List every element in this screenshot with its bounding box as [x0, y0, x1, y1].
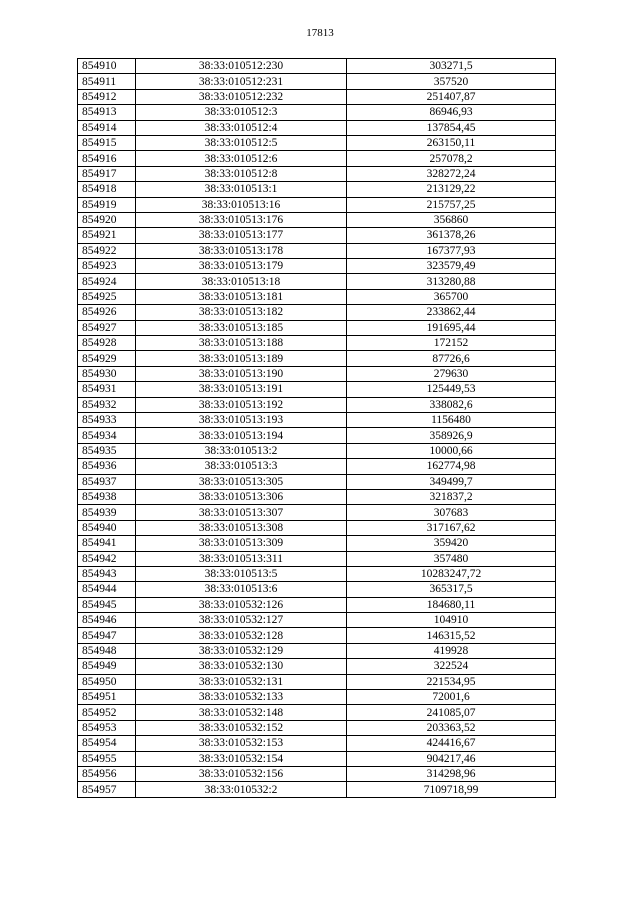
table-row: [78, 89, 556, 104]
table-row: [78, 659, 556, 674]
row-number-cell: 854957: [78, 782, 136, 797]
row-number-cell: 854954: [78, 736, 136, 751]
table-row: [78, 428, 556, 443]
table-row: [78, 474, 556, 489]
cadastral-value-cell: 904217,46: [347, 751, 556, 766]
cadastral-number-cell: 38:33:010513:305: [136, 474, 347, 489]
table-row: [78, 243, 556, 258]
table-row: [78, 705, 556, 720]
row-number-cell: 854913: [78, 105, 136, 120]
cadastral-number-cell: 38:33:010513:308: [136, 520, 347, 535]
row-number-cell: 854910: [78, 59, 136, 74]
cadastral-number-cell: 38:33:010513:182: [136, 305, 347, 320]
row-number-cell: 854912: [78, 89, 136, 104]
cadastral-number-cell: 38:33:010513:185: [136, 320, 347, 335]
cadastral-number-cell: 38:33:010512:5: [136, 135, 347, 150]
cadastral-number-cell: 38:33:010532:153: [136, 736, 347, 751]
table-row: [78, 674, 556, 689]
cadastral-number-cell: 38:33:010513:307: [136, 505, 347, 520]
cadastral-value-cell: 7109718,99: [347, 782, 556, 797]
table-row: [78, 720, 556, 735]
cadastral-value-cell: 215757,25: [347, 197, 556, 212]
cadastral-number-cell: 38:33:010513:6: [136, 582, 347, 597]
table-row: [78, 74, 556, 89]
cadastral-value-cell: 213129,22: [347, 182, 556, 197]
row-number-cell: 854926: [78, 305, 136, 320]
cadastral-value-cell: 104910: [347, 613, 556, 628]
table-row: [78, 182, 556, 197]
table-row: [78, 582, 556, 597]
table-row: [78, 520, 556, 535]
cadastral-number-cell: 38:33:010513:18: [136, 274, 347, 289]
row-number-cell: 854942: [78, 551, 136, 566]
cadastral-number-cell: 38:33:010532:152: [136, 720, 347, 735]
cadastral-number-cell: 38:33:010512:232: [136, 89, 347, 104]
table-row: [78, 505, 556, 520]
cadastral-value-cell: 317167,62: [347, 520, 556, 535]
cadastral-number-cell: 38:33:010513:179: [136, 259, 347, 274]
cadastral-value-cell: 125449,53: [347, 382, 556, 397]
row-number-cell: 854933: [78, 412, 136, 427]
table-row: [78, 566, 556, 581]
row-number-cell: 854929: [78, 351, 136, 366]
row-number-cell: 854911: [78, 74, 136, 89]
cadastral-number-cell: 38:33:010513:306: [136, 489, 347, 504]
row-number-cell: 854915: [78, 135, 136, 150]
cadastral-number-cell: 38:33:010532:131: [136, 674, 347, 689]
cadastral-value-cell: 137854,45: [347, 120, 556, 135]
row-number-cell: 854920: [78, 212, 136, 227]
cadastral-value-cell: 357480: [347, 551, 556, 566]
cadastral-value-cell: 424416,67: [347, 736, 556, 751]
row-number-cell: 854931: [78, 382, 136, 397]
cadastral-value-cell: 203363,52: [347, 720, 556, 735]
table-row: [78, 289, 556, 304]
cadastral-number-cell: 38:33:010532:130: [136, 659, 347, 674]
row-number-cell: 854950: [78, 674, 136, 689]
cadastral-number-cell: 38:33:010513:192: [136, 397, 347, 412]
cadastral-number-cell: 38:33:010513:178: [136, 243, 347, 258]
table-row: [78, 766, 556, 781]
cadastral-number-cell: 38:33:010513:188: [136, 336, 347, 351]
row-number-cell: 854947: [78, 628, 136, 643]
table-body: [78, 59, 556, 798]
row-number-cell: 854955: [78, 751, 136, 766]
table-row: [78, 274, 556, 289]
row-number-cell: 854925: [78, 289, 136, 304]
table-row: [78, 228, 556, 243]
row-number-cell: 854916: [78, 151, 136, 166]
cadastral-number-cell: 38:33:010532:156: [136, 766, 347, 781]
cadastral-value-cell: 307683: [347, 505, 556, 520]
row-number-cell: 854932: [78, 397, 136, 412]
cadastral-value-cell: 357520: [347, 74, 556, 89]
cadastral-value-cell: 328272,24: [347, 166, 556, 181]
cadastral-value-cell: 358926,9: [347, 428, 556, 443]
table-row: [78, 351, 556, 366]
cadastral-value-cell: 191695,44: [347, 320, 556, 335]
cadastral-value-cell: 419928: [347, 643, 556, 658]
row-number-cell: 854953: [78, 720, 136, 735]
cadastral-number-cell: 38:33:010513:193: [136, 412, 347, 427]
table-row: [78, 397, 556, 412]
cadastral-number-cell: 38:33:010513:5: [136, 566, 347, 581]
row-number-cell: 854921: [78, 228, 136, 243]
table-row: [78, 59, 556, 74]
table-row: [78, 305, 556, 320]
cadastral-number-cell: 38:33:010512:6: [136, 151, 347, 166]
cadastral-number-cell: 38:33:010513:309: [136, 536, 347, 551]
cadastral-value-cell: 356860: [347, 212, 556, 227]
table-row: [78, 412, 556, 427]
cadastral-value-cell: 172152: [347, 336, 556, 351]
cadastral-value-cell: 323579,49: [347, 259, 556, 274]
cadastral-value-cell: 162774,98: [347, 459, 556, 474]
row-number-cell: 854941: [78, 536, 136, 551]
cadastral-value-cell: 10283247,72: [347, 566, 556, 581]
cadastral-number-cell: 38:33:010513:191: [136, 382, 347, 397]
table-row: [78, 212, 556, 227]
cadastral-value-cell: 72001,6: [347, 690, 556, 705]
row-number-cell: 854917: [78, 166, 136, 181]
table-row: [78, 690, 556, 705]
row-number-cell: 854924: [78, 274, 136, 289]
row-number-cell: 854936: [78, 459, 136, 474]
row-number-cell: 854951: [78, 690, 136, 705]
cadastral-value-cell: 233862,44: [347, 305, 556, 320]
row-number-cell: 854952: [78, 705, 136, 720]
cadastral-number-cell: 38:33:010513:3: [136, 459, 347, 474]
table-row: [78, 551, 556, 566]
row-number-cell: 854922: [78, 243, 136, 258]
row-number-cell: 854939: [78, 505, 136, 520]
row-number-cell: 854948: [78, 643, 136, 658]
row-number-cell: 854937: [78, 474, 136, 489]
table-row: [78, 320, 556, 335]
cadastral-value-cell: 263150,11: [347, 135, 556, 150]
table-row: [78, 597, 556, 612]
cadastral-value-cell: 221534,95: [347, 674, 556, 689]
row-number-cell: 854943: [78, 566, 136, 581]
cadastral-number-cell: 38:33:010532:128: [136, 628, 347, 643]
row-number-cell: 854949: [78, 659, 136, 674]
cadastral-number-cell: 38:33:010512:230: [136, 59, 347, 74]
cadastral-number-cell: 38:33:010513:2: [136, 443, 347, 458]
table-row: [78, 628, 556, 643]
table-row: [78, 489, 556, 504]
cadastral-value-cell: 86946,93: [347, 105, 556, 120]
cadastral-number-cell: 38:33:010532:127: [136, 613, 347, 628]
cadastral-number-cell: 38:33:010532:2: [136, 782, 347, 797]
cadastral-value-cell: 359420: [347, 536, 556, 551]
cadastral-number-cell: 38:33:010513:190: [136, 366, 347, 381]
cadastral-number-cell: 38:33:010532:133: [136, 690, 347, 705]
table-row: [78, 782, 556, 797]
cadastral-value-cell: 10000,66: [347, 443, 556, 458]
cadastral-value-cell: 184680,11: [347, 597, 556, 612]
cadastral-value-cell: 314298,96: [347, 766, 556, 781]
table-row: [78, 135, 556, 150]
cadastral-value-cell: 146315,52: [347, 628, 556, 643]
cadastral-value-cell: 313280,88: [347, 274, 556, 289]
cadastral-value-cell: 365700: [347, 289, 556, 304]
table-row: [78, 613, 556, 628]
table-row: [78, 197, 556, 212]
row-number-cell: 854945: [78, 597, 136, 612]
table-row: [78, 751, 556, 766]
row-number-cell: 854918: [78, 182, 136, 197]
page-number: 17813: [306, 27, 334, 39]
table-row: [78, 382, 556, 397]
table-row: [78, 105, 556, 120]
row-number-cell: 854914: [78, 120, 136, 135]
cadastral-value-cell: 87726,6: [347, 351, 556, 366]
table-row: [78, 459, 556, 474]
cadastral-number-cell: 38:33:010532:154: [136, 751, 347, 766]
cadastral-number-cell: 38:33:010513:311: [136, 551, 347, 566]
cadastral-number-cell: 38:33:010512:4: [136, 120, 347, 135]
row-number-cell: 854919: [78, 197, 136, 212]
table-row: [78, 536, 556, 551]
cadastral-value-cell: 322524: [347, 659, 556, 674]
cadastral-number-cell: 38:33:010513:181: [136, 289, 347, 304]
row-number-cell: 854944: [78, 582, 136, 597]
cadastral-table: [77, 58, 556, 798]
table-row: [78, 166, 556, 181]
table-row: [78, 736, 556, 751]
cadastral-number-cell: 38:33:010513:189: [136, 351, 347, 366]
cadastral-value-cell: 279630: [347, 366, 556, 381]
table-row: [78, 120, 556, 135]
cadastral-value-cell: 321837,2: [347, 489, 556, 504]
cadastral-value-cell: 241085,07: [347, 705, 556, 720]
cadastral-number-cell: 38:33:010532:126: [136, 597, 347, 612]
row-number-cell: 854934: [78, 428, 136, 443]
cadastral-number-cell: 38:33:010513:176: [136, 212, 347, 227]
row-number-cell: 854923: [78, 259, 136, 274]
cadastral-value-cell: 251407,87: [347, 89, 556, 104]
cadastral-number-cell: 38:33:010532:148: [136, 705, 347, 720]
table-row: [78, 259, 556, 274]
cadastral-value-cell: 349499,7: [347, 474, 556, 489]
cadastral-number-cell: 38:33:010513:194: [136, 428, 347, 443]
cadastral-value-cell: 257078,2: [347, 151, 556, 166]
row-number-cell: 854935: [78, 443, 136, 458]
cadastral-number-cell: 38:33:010513:16: [136, 197, 347, 212]
table-row: [78, 643, 556, 658]
table-row: [78, 151, 556, 166]
row-number-cell: 854928: [78, 336, 136, 351]
cadastral-value-cell: 1156480: [347, 412, 556, 427]
cadastral-number-cell: 38:33:010513:1: [136, 182, 347, 197]
row-number-cell: 854930: [78, 366, 136, 381]
row-number-cell: 854938: [78, 489, 136, 504]
row-number-cell: 854940: [78, 520, 136, 535]
cadastral-number-cell: 38:33:010512:231: [136, 74, 347, 89]
cadastral-number-cell: 38:33:010532:129: [136, 643, 347, 658]
table-row: [78, 336, 556, 351]
table-row: [78, 366, 556, 381]
cadastral-value-cell: 361378,26: [347, 228, 556, 243]
cadastral-value-cell: 338082,6: [347, 397, 556, 412]
cadastral-value-cell: 167377,93: [347, 243, 556, 258]
row-number-cell: 854927: [78, 320, 136, 335]
table-row: [78, 443, 556, 458]
cadastral-number-cell: 38:33:010513:177: [136, 228, 347, 243]
cadastral-number-cell: 38:33:010512:8: [136, 166, 347, 181]
cadastral-value-cell: 303271,5: [347, 59, 556, 74]
cadastral-value-cell: 365317,5: [347, 582, 556, 597]
row-number-cell: 854946: [78, 613, 136, 628]
row-number-cell: 854956: [78, 766, 136, 781]
cadastral-number-cell: 38:33:010512:3: [136, 105, 347, 120]
